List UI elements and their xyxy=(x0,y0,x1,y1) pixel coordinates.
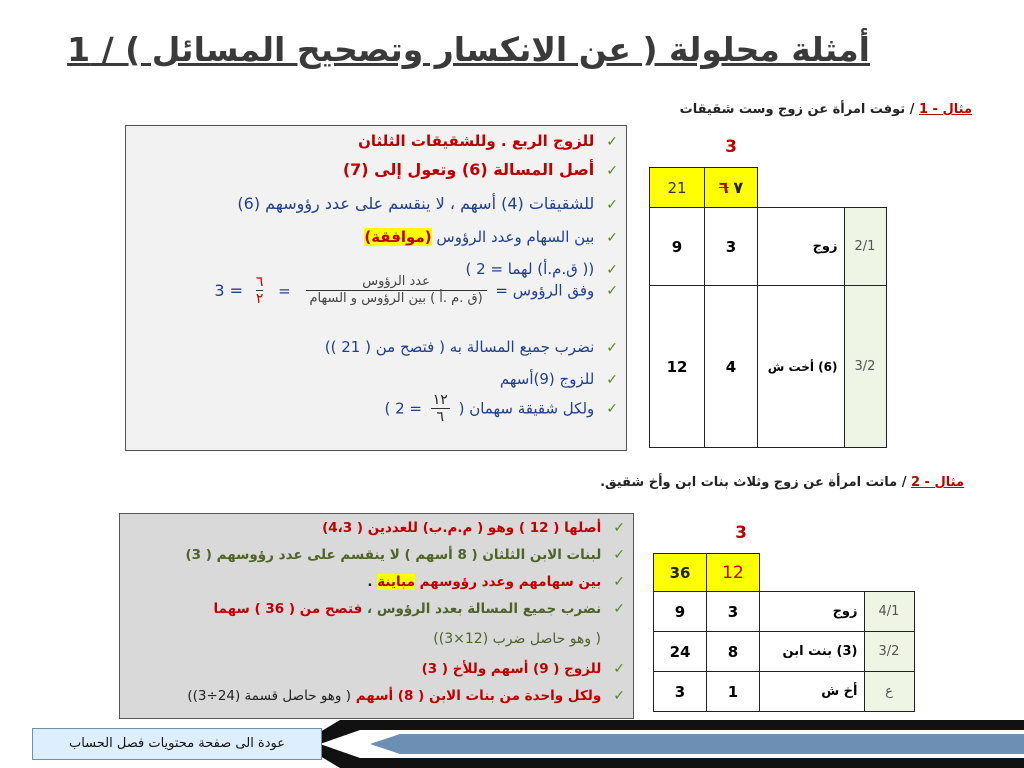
cell-total: 3 xyxy=(654,672,707,712)
highlight-agreement: (موافقة) xyxy=(364,228,432,246)
cell-share: 2/1 xyxy=(844,208,886,286)
example2-explanation-box xyxy=(119,513,634,719)
explanation-line: ✓للزوج ( 9) أسهم وللأخ ( 3) xyxy=(421,661,625,677)
explanation-line: ✓لبنات الابن الثلثان ( 8 أسهم ) لا ينقسم على عدد رؤوسهم ( 3) xyxy=(185,547,625,563)
example1-explanation-box xyxy=(125,125,627,451)
check-icon: ✓ xyxy=(613,688,625,704)
struck-original-base: ٦ xyxy=(718,178,729,197)
check-icon: ✓ xyxy=(606,230,618,246)
page-title: أمثلة محلولة ( عن الانكسار وتصحيح المسائل ) / 1 xyxy=(67,30,870,69)
example2-table xyxy=(653,553,915,712)
check-icon: ✓ xyxy=(606,163,618,179)
check-icon: ✓ xyxy=(606,262,618,278)
multiplier-2: 3 xyxy=(735,523,747,543)
explanation-line: ✓أصلها ( 12 ) وهو ( م.م.ب) للعددين ( 4،3) xyxy=(322,520,625,536)
check-icon: ✓ xyxy=(606,340,618,356)
explanation-line: ✓ولكل شقيقة سهمان ( $\frac{١٢}{٦}$ = 2 ) xyxy=(384,392,618,425)
header-base: ٧ ٦ xyxy=(705,168,758,208)
example1-heading xyxy=(680,102,972,117)
fraction-heads: $\frac{\text{عدد الرؤوس}}{\text{(ق .م .أ ) بين الرؤوس و السهام}}$ xyxy=(306,274,487,307)
explanation-line: ✓وفق الرؤوس = $\frac{\text{عدد الرؤوس}}{\text{(ق .م .أ ) بين الرؤوس و السهام}}$ = $\frac{٦}{٢}$ = 3 xyxy=(214,274,618,307)
check-icon: ✓ xyxy=(606,134,618,150)
cell-base: 8 xyxy=(707,632,760,672)
explanation-line: ✓نضرب جميع المسالة به ( فتصح من ( 21 )) xyxy=(324,338,618,356)
cell-share: 3/2 xyxy=(844,286,886,448)
cell-base: 3 xyxy=(707,592,760,632)
cell-base: 1 xyxy=(707,672,760,712)
explanation-line: ✓للزوج (9)أسهم xyxy=(499,370,618,388)
decorative-chevron-bar xyxy=(300,720,1024,768)
cell-heir: زوج xyxy=(758,208,845,286)
check-icon: ✓ xyxy=(606,197,618,213)
check-icon: ✓ xyxy=(613,547,625,563)
fraction-six-two: $\frac{٦}{٢}$ xyxy=(255,274,264,307)
check-icon: ✓ xyxy=(613,661,625,677)
check-icon: ✓ xyxy=(606,372,618,388)
cell-base: 3 xyxy=(705,208,758,286)
cell-heir: (6) أخت ش xyxy=(758,286,845,448)
explanation-line: ✓ولكل واحدة من بنات الابن ( 8) أسهم ( وهو حاصل قسمة (24÷3)) xyxy=(187,688,625,704)
cell-share: 4/1 xyxy=(864,592,914,632)
example1-heading-text: / توفت امرأة عن زوج وست شقيقات xyxy=(679,102,919,117)
check-icon: ✓ xyxy=(613,601,625,617)
example2-label: مثال - 2 xyxy=(910,475,964,490)
header-total: 21 xyxy=(650,168,705,208)
cell-share: 3/2 xyxy=(864,632,914,672)
explanation-line: ✓للزوج الربع . وللشقيقات الثلثان xyxy=(358,132,618,150)
example2-heading-text: / ماتت امرأة عن زوج وثلاث بنات ابن وأخ شقيق. xyxy=(600,475,911,490)
explanation-line: ✓بين السهام وعدد الرؤوس (موافقة) xyxy=(364,228,618,246)
header-base: 12 xyxy=(707,554,760,592)
header-total: 36 xyxy=(654,554,707,592)
cell-heir: أخ ش xyxy=(760,672,865,712)
cell-share: ع xyxy=(864,672,914,712)
check-icon: ✓ xyxy=(613,574,625,590)
cell-base: 4 xyxy=(705,286,758,448)
table-row xyxy=(654,592,915,632)
cell-total: 24 xyxy=(654,632,707,672)
cell-total: 12 xyxy=(650,286,705,448)
cell-total: 9 xyxy=(650,208,705,286)
example2-heading xyxy=(600,475,964,490)
example1-table xyxy=(649,167,887,448)
table-row xyxy=(650,286,887,448)
check-icon: ✓ xyxy=(606,401,618,417)
multiplier-1: 3 xyxy=(725,137,737,157)
table-row xyxy=(650,208,887,286)
fraction-twelve-six: $\frac{١٢}{٦}$ xyxy=(432,392,448,425)
check-icon: ✓ xyxy=(613,520,625,536)
explanation-line: ✓(( ق.م.أ) لهما = 2 ) xyxy=(465,260,618,278)
explanation-line: ✓للشقيقات (4) أسهم ، لا ينقسم على عدد رؤوسهم (6) xyxy=(237,194,618,213)
explanation-line: ✓بين سهامهم وعدد رؤوسهم مباينة . xyxy=(367,574,625,590)
cell-heir: زوج xyxy=(760,592,865,632)
back-to-contents-button[interactable]: عودة الى صفحة محتويات فصل الحساب xyxy=(32,728,322,760)
explanation-line: ( وهو حاصل ضرب (12×3)) xyxy=(433,631,601,647)
explanation-line: ✓نضرب جميع المسالة بعدد الرؤوس ، فتصح من ( 36 ) سهما xyxy=(213,601,625,617)
highlight-divergence: مباينة xyxy=(377,574,415,590)
table-row xyxy=(654,672,915,712)
cell-total: 9 xyxy=(654,592,707,632)
example1-label: مثال - 1 xyxy=(918,102,972,117)
table-row xyxy=(654,632,915,672)
check-icon: ✓ xyxy=(606,283,618,299)
explanation-line: ✓أصل المسالة (6) وتعول إلى (7) xyxy=(342,160,618,179)
cell-heir: (3) بنت ابن xyxy=(760,632,865,672)
